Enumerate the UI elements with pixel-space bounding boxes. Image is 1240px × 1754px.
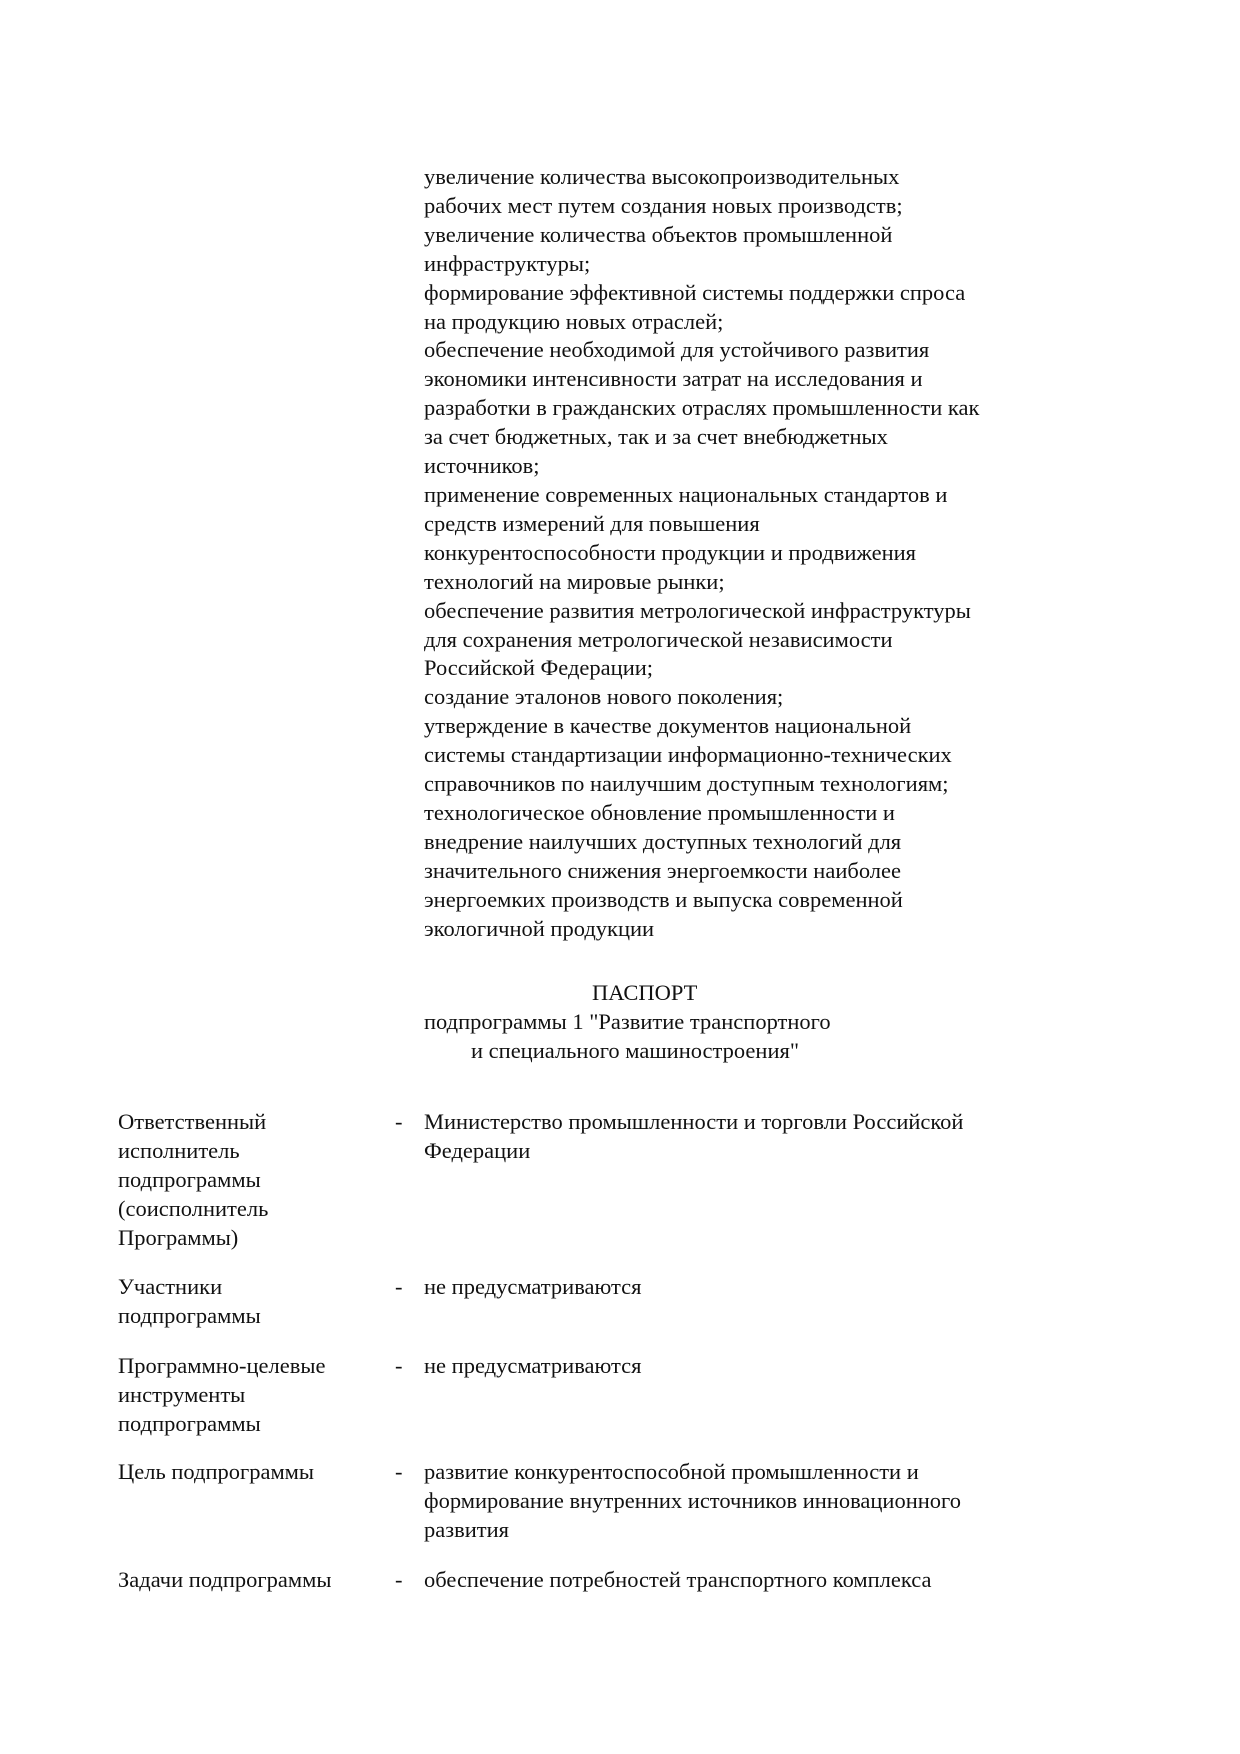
value-line: не предусматриваются bbox=[424, 1353, 642, 1378]
row-value bbox=[424, 1273, 1084, 1302]
row-label bbox=[118, 1108, 368, 1253]
row-value bbox=[424, 1108, 1084, 1166]
text-line: внедрение наилучших доступных технологий для bbox=[424, 828, 902, 854]
row-dash: - bbox=[395, 1109, 403, 1134]
row-dash: - bbox=[395, 1274, 403, 1299]
text-line: экологичной продукции bbox=[424, 915, 655, 941]
text-line: применение современных национальных стандартов и bbox=[424, 481, 948, 507]
text-line: рабочих мест путем создания новых производств; bbox=[424, 192, 903, 218]
row-value bbox=[424, 1352, 1084, 1381]
label-line: (соисполнитель bbox=[118, 1195, 269, 1221]
label-line: подпрограммы bbox=[118, 1302, 261, 1328]
value-line: Министерство промышленности и торговли Российской bbox=[424, 1109, 964, 1134]
text-line: системы стандартизации информационно-технических bbox=[424, 742, 952, 768]
text-line: экономики интенсивности затрат на исследования и bbox=[424, 366, 923, 392]
text-line: создание эталонов нового поколения; bbox=[424, 684, 784, 710]
text-line: увеличение количества высокопроизводительных bbox=[424, 164, 900, 189]
value-line: обеспечение потребностей транспортного комплекса bbox=[424, 1567, 932, 1592]
text-line: обеспечение развития метрологической инфраструктуры bbox=[424, 597, 971, 623]
row-dash: - bbox=[395, 1459, 403, 1484]
label-line: инструменты bbox=[118, 1381, 246, 1407]
text-line: разработки в гражданских отраслях промышленности как bbox=[424, 395, 980, 421]
text-line: на продукцию новых отраслей; bbox=[424, 308, 724, 334]
row-value bbox=[424, 1458, 1084, 1545]
row-dash: - bbox=[395, 1353, 403, 1378]
text-line: для сохранения метрологической независимости bbox=[424, 626, 893, 652]
value-line: формирование внутренних источников инновационного bbox=[424, 1487, 961, 1513]
text-line: технологий на мировые рынки; bbox=[424, 568, 725, 594]
text-line: инфраструктуры; bbox=[424, 250, 591, 276]
label-line: Программы) bbox=[118, 1224, 239, 1250]
row-label bbox=[118, 1458, 368, 1487]
text-line: средств измерений для повышения bbox=[424, 510, 760, 536]
label-line: исполнитель bbox=[118, 1137, 240, 1163]
text-line: технологическое обновление промышленности и bbox=[424, 799, 895, 825]
label-line: Участники bbox=[118, 1274, 223, 1299]
text-line: обеспечение необходимой для устойчивого развития bbox=[424, 337, 930, 363]
text-line: энергоемких производств и выпуска современной bbox=[424, 886, 903, 912]
text-line: утверждение в качестве документов национальной bbox=[424, 713, 912, 739]
passport-subtitle-line-2: и специального машиностроения" bbox=[471, 1038, 800, 1063]
label-line: Программно-целевые bbox=[118, 1353, 326, 1378]
goals-continuation-text bbox=[424, 163, 1084, 943]
row-label bbox=[118, 1273, 368, 1331]
text-line: значительного снижения энергоемкости наиболее bbox=[424, 857, 901, 883]
label-line: Цель подпрограммы bbox=[118, 1459, 315, 1484]
text-line: Российской Федерации; bbox=[424, 655, 654, 681]
passport-subtitle-line-1: подпрограммы 1 "Развитие транспортного bbox=[424, 1009, 831, 1034]
text-line: за счет бюджетных, так и за счет внебюджетных bbox=[424, 424, 888, 450]
label-line: подпрограммы bbox=[118, 1166, 261, 1192]
value-line: развитие конкурентоспособной промышленности и bbox=[424, 1459, 919, 1484]
value-line: Федерации bbox=[424, 1137, 531, 1163]
row-value bbox=[424, 1566, 1084, 1595]
row-label bbox=[118, 1352, 368, 1439]
text-line: формирование эффективной системы поддержки спроса bbox=[424, 279, 966, 305]
row-label bbox=[118, 1566, 368, 1595]
label-line: Ответственный bbox=[118, 1109, 267, 1134]
label-line: подпрограммы bbox=[118, 1410, 261, 1436]
value-line: не предусматриваются bbox=[424, 1274, 642, 1299]
row-dash: - bbox=[395, 1567, 403, 1592]
value-line: развития bbox=[424, 1516, 510, 1542]
text-line: справочников по наилучшим доступным технологиям; bbox=[424, 771, 949, 797]
text-line: конкурентоспособности продукции и продвижения bbox=[424, 539, 917, 565]
passport-title: ПАСПОРТ bbox=[592, 980, 698, 1005]
text-line: увеличение количества объектов промышленной bbox=[424, 221, 893, 247]
text-line: источников; bbox=[424, 453, 540, 479]
label-line: Задачи подпрограммы bbox=[118, 1567, 332, 1592]
